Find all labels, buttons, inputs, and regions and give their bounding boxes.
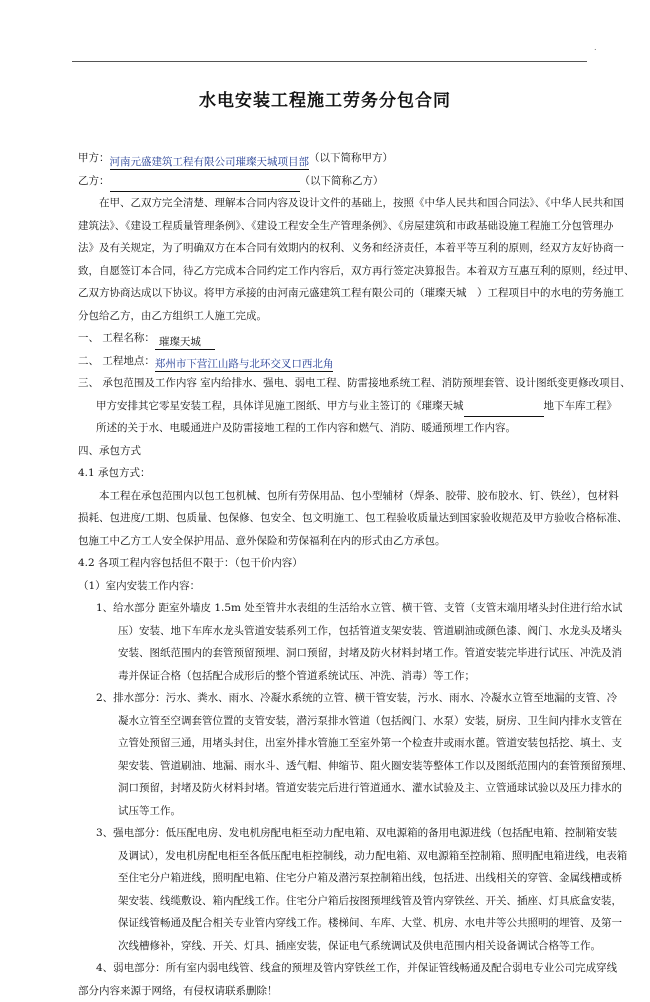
drainage-line: 架安装、管道刷油、地漏、雨水斗、透气帽、伸缩节、阻火圈安装等整体工作以及图纸范围内的套管预留预埋、 — [78, 755, 590, 778]
strong-current-line: 及调试），发电机房配电柜至各低压配电柜控制线，动力配电箱、双电源箱至控制箱、照明配电箱进线，电表箱 — [78, 845, 590, 868]
header-rule — [72, 61, 587, 62]
footer-notice: 部分内容来源于网络，有侵权请联系删除！ — [78, 980, 590, 1002]
weak-current-line: 4、弱电部分：所有室内弱电线管、线盒的预埋及管内穿铁丝工作，并保证管线畅通及配合弱电专业公司完成穿线 — [78, 957, 590, 980]
project-name-label: 一、 工程名称： — [78, 332, 155, 344]
water-supply-line: 毒并保证合格（包括配合成形后的整个管道系统试压、冲洗、消毒）等工作； — [78, 665, 590, 688]
subsection-heading: 4.2 各项工程内容包括但不限于：（包干价内容） — [78, 552, 590, 575]
scope-line-text: 甲方安排其它零星安装工程，具体详见施工图纸、甲方与业主签订的《璀璨天城 — [96, 400, 464, 412]
strong-current-line: 至住宅分户箱进线，照明配电箱、住宅分户箱及潜污泵控制箱出线，包括进、出线相关的穿管、金属线槽或桥 — [78, 867, 590, 890]
drainage-line: 洞口预留，封堵及防火材料封堵。管道安装完后进行管道通水、灌水试验及主、立管通球试验以及压力排水的 — [78, 777, 590, 800]
water-supply-line: 压）安装、地下车库水龙头管道安装系列工作，包括管道支架安装、管道刷油或颜色漆、阀门、水龙头及堵头 — [78, 620, 590, 643]
contract-method-line: 损耗、包进度/工期、包质量、包保修、包安全、包文明施工、包工程验收质量达到国家验收规范及甲方验收合格标准、 — [78, 507, 590, 530]
project-name-line — [78, 327, 590, 350]
project-name-value: 璀璨天城 — [155, 335, 215, 350]
party-a-label: 甲方： — [78, 152, 110, 164]
section-heading: 四、承包方式 — [78, 440, 590, 463]
drainage-line: 凝水立管至空调套管位置的支管安装，潜污泵排水管道（包括阀门、水泵）安装，厨房、卫生间内排水支管在 — [78, 710, 590, 733]
water-supply-line: 1、给水部分 距室外墙皮 1.5m 处至管井水表组的生活给水立管、横干管、支管（支管末端用堵头封住进行给水试 — [78, 597, 590, 620]
strong-current-line: 3、强电部分：低压配电房、发电机房配电柜至动力配电箱、双电源箱的备用电源进线（包括配电箱、控制箱安装 — [78, 822, 590, 845]
intro-line: 致，自愿签订本合同，待乙方完成本合同约定工作内容后，双方再行签定决算报告。本着双方互惠互利的原则，经过甲、 — [78, 260, 590, 283]
intro-line: 建筑法》、《建设工程质量管理条例》、《建设工程安全生产管理条例》、《房屋建筑和市政基础设施工程施工分包管理办 — [78, 215, 590, 238]
intro-line: 乙双方协商达成以下协议。将甲方承接的由河南元盛建筑工程有限公司的（璀璨天城 ）工程项目中的水电的劳务施工 — [78, 282, 590, 305]
header-dot: . — [594, 43, 597, 52]
party-a-line — [78, 147, 590, 170]
intro-line: 分包给乙方，由乙方组织工人施工完成。 — [78, 305, 590, 328]
scope-line-suffix: 地下车库工程》 — [544, 400, 618, 412]
contract-method-line: 包施工中乙方工人安全保护用品、意外保险和劳保福利在内的形式由乙方承包。 — [78, 530, 590, 553]
drainage-line: 立管处预留三通，用堵头封住，出室外排水管施工至室外第一个检查井或雨水蓖。管道安装包括挖、填土、支 — [78, 732, 590, 755]
intro-line: 法》及有关规定，为了明确双方在本合同有效期内的权利、义务和经济责任，本着平等互利的原则，经双方友好协商一 — [78, 237, 590, 260]
scope-line — [78, 395, 590, 418]
intro-line: 在甲、乙双方完全清楚、理解本合同内容及设计文件的基础上，按照《中华人民共和国合同法》、《中华人民共和国 — [78, 192, 590, 215]
party-a-name: 河南元盛建筑工程有限公司璀璨天城项目部 — [110, 155, 310, 170]
scope-line: 三、 承包范围及工作内容 室内给排水、强电、弱电工程、防雷接地系统工程、消防预埋套管、设计图纸变更修改项目、 — [78, 372, 590, 395]
subsection-heading: 4.1 承包方式： — [78, 462, 590, 485]
sub-heading: （1）室内安装工作内容： — [78, 575, 590, 598]
party-b-line — [78, 170, 590, 193]
contract-method-line: 本工程在承包范围内以包工包机械、包所有劳保用品、包小型辅材（焊条、胶带、胶布胶水、钉、铁丝），包材料 — [78, 485, 590, 508]
party-a-suffix: （以下简称甲方） — [309, 152, 393, 164]
drainage-line: 试压等工作。 — [78, 800, 590, 823]
contract-body — [78, 147, 590, 1002]
party-b-label: 乙方： — [78, 175, 110, 187]
document-title: 水电安装工程施工劳务分包合同 — [0, 86, 650, 111]
strong-current-line: 次线槽修补，穿线、开关、灯具、插座安装，保证电气系统调试及供电范围内相关设备调试合格等工作。 — [78, 935, 590, 958]
scope-line: 所述的关于水、电暖通进户及防雷接地工程的工作内容和燃气、消防、暖通预埋工作内容。 — [78, 417, 590, 440]
project-location-label: 二、 工程地点： — [78, 355, 155, 367]
water-supply-line: 安装、图纸范围内的套管预留预埋、洞口预留，封堵及防火材料封堵工作。管道安装完毕进行试压、冲洗及消 — [78, 642, 590, 665]
project-location-value: 郑州市下营江山路与北环交叉口西北角 — [155, 357, 334, 372]
strong-current-line: 保证线管畅通及配合相关专业管内穿线工作。楼梯间、车库、大堂、机房、水电井等公共照明的埋管、及第一 — [78, 912, 590, 935]
drainage-line: 2、排水部分：污水、粪水、雨水、冷凝水系统的立管、横干管安装，污水、雨水、冷凝水立管至地漏的支管、冷 — [78, 687, 590, 710]
party-b-suffix: （以下简称乙方） — [300, 175, 384, 187]
strong-current-line: 架安装、线缆敷设、箱内配线工作。住宅分户箱后按图预埋线管及管内穿铁丝、开关、插座、灯具底盒安装， — [78, 890, 590, 913]
project-location-line — [78, 350, 590, 373]
